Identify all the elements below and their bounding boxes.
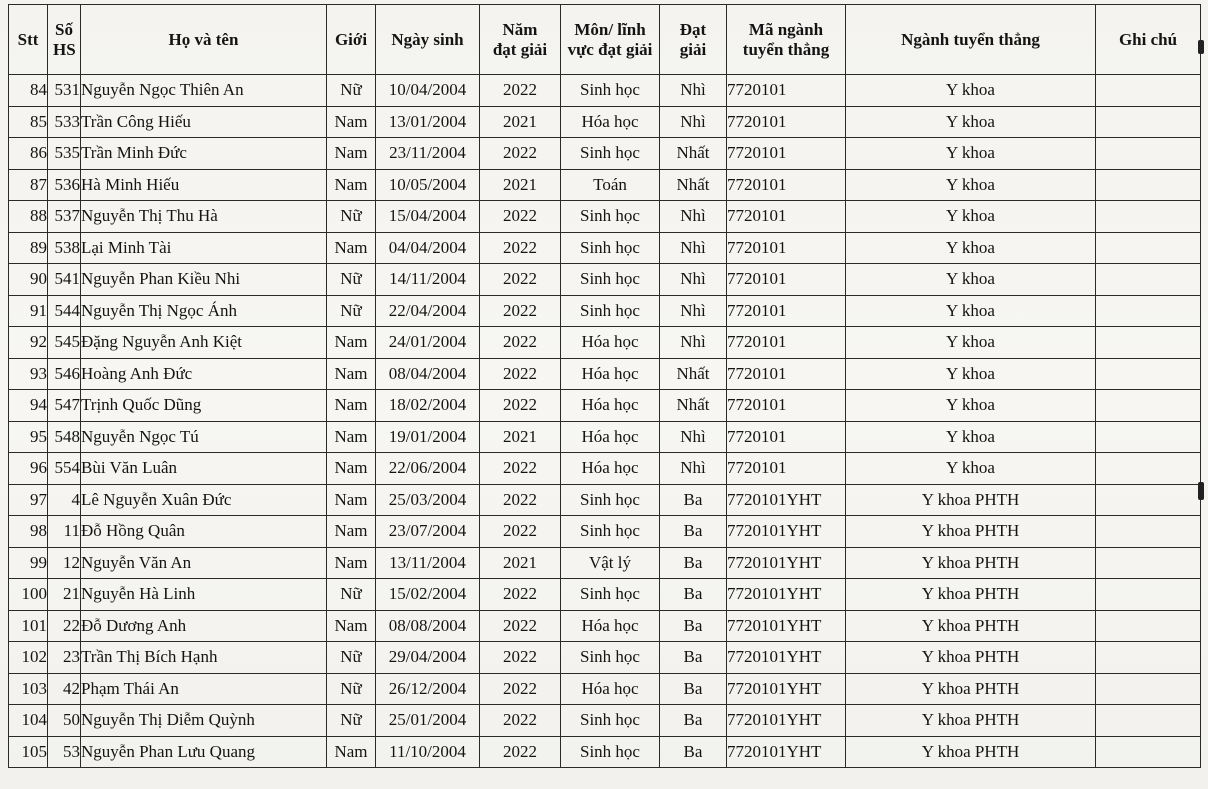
cell-name: Trần Thị Bích Hạnh (81, 642, 327, 674)
cell-award: Nhì (660, 327, 727, 359)
table-row (9, 106, 1201, 138)
header-ho-ten: Họ và tên (81, 5, 327, 75)
table-row (9, 138, 1201, 170)
cell-so-hs: 533 (48, 106, 81, 138)
cell-so-hs: 546 (48, 358, 81, 390)
cell-dob: 18/02/2004 (376, 390, 480, 422)
cell-note (1096, 390, 1201, 422)
cell-dob: 15/02/2004 (376, 579, 480, 611)
cell-year: 2022 (480, 610, 561, 642)
cell-note (1096, 484, 1201, 516)
table-body (9, 75, 1201, 768)
cell-so-hs: 535 (48, 138, 81, 170)
cell-gender: Nam (327, 610, 376, 642)
cell-dob: 08/08/2004 (376, 610, 480, 642)
table-row (9, 705, 1201, 737)
cell-year: 2022 (480, 358, 561, 390)
cell-code: 7720101YHT (727, 705, 846, 737)
cell-code: 7720101 (727, 169, 846, 201)
cell-subject: Sinh học (561, 579, 660, 611)
cell-stt: 93 (9, 358, 48, 390)
cell-note (1096, 736, 1201, 768)
cell-name: Trịnh Quốc Dũng (81, 390, 327, 422)
cell-note (1096, 201, 1201, 233)
cell-gender: Nam (327, 169, 376, 201)
cell-gender: Nữ (327, 579, 376, 611)
cell-code: 7720101 (727, 106, 846, 138)
cell-gender: Nữ (327, 642, 376, 674)
cell-subject: Vật lý (561, 547, 660, 579)
cell-note (1096, 642, 1201, 674)
cell-stt: 87 (9, 169, 48, 201)
cell-note (1096, 579, 1201, 611)
cell-year: 2021 (480, 106, 561, 138)
cell-so-hs: 544 (48, 295, 81, 327)
cell-gender: Nam (327, 327, 376, 359)
cell-note (1096, 138, 1201, 170)
header-ngay-sinh: Ngày sinh (376, 5, 480, 75)
cell-code: 7720101YHT (727, 516, 846, 548)
cell-gender: Nữ (327, 705, 376, 737)
cell-dob: 22/04/2004 (376, 295, 480, 327)
cell-gender: Nữ (327, 75, 376, 107)
cell-dob: 25/01/2004 (376, 705, 480, 737)
cell-note (1096, 610, 1201, 642)
cell-stt: 99 (9, 547, 48, 579)
cell-code: 7720101 (727, 75, 846, 107)
cell-major: Y khoa (846, 232, 1096, 264)
table-row (9, 421, 1201, 453)
cell-so-hs: 547 (48, 390, 81, 422)
cell-year: 2021 (480, 169, 561, 201)
cell-stt: 90 (9, 264, 48, 296)
cell-year: 2022 (480, 516, 561, 548)
cell-year: 2022 (480, 453, 561, 485)
cell-stt: 105 (9, 736, 48, 768)
cell-subject: Sinh học (561, 642, 660, 674)
cell-subject: Toán (561, 169, 660, 201)
cell-name: Nguyễn Văn An (81, 547, 327, 579)
cell-gender: Nam (327, 138, 376, 170)
cell-dob: 10/04/2004 (376, 75, 480, 107)
cell-stt: 91 (9, 295, 48, 327)
cell-code: 7720101YHT (727, 642, 846, 674)
cell-major: Y khoa (846, 75, 1096, 107)
cell-name: Hoàng Anh Đức (81, 358, 327, 390)
cell-dob: 25/03/2004 (376, 484, 480, 516)
cell-name: Đỗ Hồng Quân (81, 516, 327, 548)
cell-subject: Sinh học (561, 295, 660, 327)
table-row (9, 201, 1201, 233)
cell-name: Đặng Nguyễn Anh Kiệt (81, 327, 327, 359)
cell-subject: Sinh học (561, 232, 660, 264)
cell-major: Y khoa (846, 106, 1096, 138)
cell-dob: 26/12/2004 (376, 673, 480, 705)
cell-gender: Nữ (327, 673, 376, 705)
header-gioi: Giới (327, 5, 376, 75)
table-row (9, 232, 1201, 264)
cell-subject: Hóa học (561, 673, 660, 705)
cell-gender: Nữ (327, 295, 376, 327)
cell-award: Nhất (660, 358, 727, 390)
cell-dob: 08/04/2004 (376, 358, 480, 390)
table-row (9, 390, 1201, 422)
cell-stt: 100 (9, 579, 48, 611)
cell-dob: 29/04/2004 (376, 642, 480, 674)
cell-major: Y khoa PHTH (846, 705, 1096, 737)
table-row (9, 642, 1201, 674)
cell-stt: 98 (9, 516, 48, 548)
cell-name: Lại Minh Tài (81, 232, 327, 264)
cell-gender: Nam (327, 484, 376, 516)
cell-code: 7720101YHT (727, 547, 846, 579)
cell-code: 7720101 (727, 358, 846, 390)
cell-award: Ba (660, 736, 727, 768)
cell-code: 7720101 (727, 295, 846, 327)
header-nganh: Ngành tuyển thẳng (846, 5, 1096, 75)
cell-stt: 92 (9, 327, 48, 359)
cell-subject: Hóa học (561, 106, 660, 138)
cell-major: Y khoa (846, 327, 1096, 359)
cell-name: Bùi Văn Luân (81, 453, 327, 485)
cell-major: Y khoa PHTH (846, 673, 1096, 705)
cell-dob: 13/01/2004 (376, 106, 480, 138)
cell-name: Nguyễn Thị Thu Hà (81, 201, 327, 233)
cell-name: Phạm Thái An (81, 673, 327, 705)
cell-major: Y khoa PHTH (846, 547, 1096, 579)
cell-code: 7720101 (727, 421, 846, 453)
cell-year: 2022 (480, 138, 561, 170)
cell-dob: 19/01/2004 (376, 421, 480, 453)
cell-major: Y khoa (846, 169, 1096, 201)
cell-major: Y khoa (846, 264, 1096, 296)
cell-note (1096, 169, 1201, 201)
cell-award: Nhất (660, 390, 727, 422)
cell-code: 7720101 (727, 138, 846, 170)
cell-award: Ba (660, 516, 727, 548)
cell-code: 7720101YHT (727, 610, 846, 642)
cell-subject: Sinh học (561, 484, 660, 516)
cell-dob: 24/01/2004 (376, 327, 480, 359)
cell-name: Đỗ Dương Anh (81, 610, 327, 642)
table-row (9, 547, 1201, 579)
cell-stt: 86 (9, 138, 48, 170)
cell-name: Nguyễn Hà Linh (81, 579, 327, 611)
cell-note (1096, 547, 1201, 579)
cell-year: 2022 (480, 484, 561, 516)
header-dat-giai: Đạt giải (660, 5, 727, 75)
cell-subject: Sinh học (561, 705, 660, 737)
cell-stt: 96 (9, 453, 48, 485)
cell-dob: 23/11/2004 (376, 138, 480, 170)
cell-code: 7720101 (727, 327, 846, 359)
table-row (9, 169, 1201, 201)
cell-subject: Hóa học (561, 421, 660, 453)
cell-award: Nhì (660, 295, 727, 327)
cell-code: 7720101 (727, 453, 846, 485)
cell-note (1096, 295, 1201, 327)
cell-award: Ba (660, 673, 727, 705)
cell-so-hs: 4 (48, 484, 81, 516)
table-row (9, 484, 1201, 516)
cell-award: Nhì (660, 421, 727, 453)
cell-award: Nhất (660, 138, 727, 170)
cell-code: 7720101 (727, 201, 846, 233)
cell-award: Ba (660, 547, 727, 579)
cell-name: Lê Nguyễn Xuân Đức (81, 484, 327, 516)
cell-subject: Hóa học (561, 390, 660, 422)
table-row (9, 453, 1201, 485)
cell-award: Nhì (660, 264, 727, 296)
cell-major: Y khoa (846, 453, 1096, 485)
table-row (9, 610, 1201, 642)
cell-gender: Nam (327, 736, 376, 768)
cell-code: 7720101YHT (727, 579, 846, 611)
cell-stt: 94 (9, 390, 48, 422)
cell-so-hs: 21 (48, 579, 81, 611)
cell-subject: Sinh học (561, 516, 660, 548)
cell-award: Ba (660, 705, 727, 737)
cell-major: Y khoa PHTH (846, 642, 1096, 674)
cell-note (1096, 264, 1201, 296)
cell-stt: 101 (9, 610, 48, 642)
cell-major: Y khoa (846, 358, 1096, 390)
cell-gender: Nam (327, 390, 376, 422)
table-row (9, 579, 1201, 611)
cell-note (1096, 106, 1201, 138)
cell-subject: Hóa học (561, 327, 660, 359)
cell-code: 7720101 (727, 264, 846, 296)
cell-award: Nhất (660, 169, 727, 201)
cell-name: Trần Công Hiếu (81, 106, 327, 138)
cell-gender: Nam (327, 106, 376, 138)
cell-so-hs: 531 (48, 75, 81, 107)
cell-subject: Sinh học (561, 264, 660, 296)
table-row (9, 264, 1201, 296)
cell-stt: 88 (9, 201, 48, 233)
cell-gender: Nam (327, 232, 376, 264)
header-ghi-chu: Ghi chú (1096, 5, 1201, 75)
cell-year: 2021 (480, 421, 561, 453)
cell-name: Hà Minh Hiếu (81, 169, 327, 201)
admission-table (8, 4, 1201, 768)
cell-year: 2022 (480, 232, 561, 264)
cell-subject: Hóa học (561, 358, 660, 390)
cell-dob: 04/04/2004 (376, 232, 480, 264)
cell-subject: Sinh học (561, 138, 660, 170)
cell-note (1096, 453, 1201, 485)
cell-name: Nguyễn Thị Diễm Quỳnh (81, 705, 327, 737)
cell-name: Nguyễn Thị Ngọc Ánh (81, 295, 327, 327)
cell-year: 2022 (480, 201, 561, 233)
cell-year: 2022 (480, 736, 561, 768)
cell-year: 2022 (480, 579, 561, 611)
cell-year: 2022 (480, 264, 561, 296)
table-row (9, 358, 1201, 390)
cell-subject: Sinh học (561, 201, 660, 233)
cell-dob: 23/07/2004 (376, 516, 480, 548)
cell-dob: 14/11/2004 (376, 264, 480, 296)
cell-note (1096, 516, 1201, 548)
cell-so-hs: 42 (48, 673, 81, 705)
cell-year: 2022 (480, 327, 561, 359)
cell-major: Y khoa (846, 421, 1096, 453)
cell-major: Y khoa (846, 295, 1096, 327)
cell-subject: Sinh học (561, 736, 660, 768)
cell-stt: 95 (9, 421, 48, 453)
cell-code: 7720101YHT (727, 673, 846, 705)
cell-stt: 103 (9, 673, 48, 705)
cell-note (1096, 327, 1201, 359)
cell-so-hs: 23 (48, 642, 81, 674)
scan-mark (1198, 40, 1204, 54)
cell-stt: 89 (9, 232, 48, 264)
cell-name: Nguyễn Ngọc Thiên An (81, 75, 327, 107)
table-row (9, 516, 1201, 548)
header-ma-nganh: Mã ngành tuyển thẳng (727, 5, 846, 75)
cell-so-hs: 538 (48, 232, 81, 264)
cell-year: 2021 (480, 547, 561, 579)
header-nam-dat-giai: Năm đạt giải (480, 5, 561, 75)
scan-mark (1198, 482, 1204, 500)
cell-dob: 22/06/2004 (376, 453, 480, 485)
cell-so-hs: 12 (48, 547, 81, 579)
cell-so-hs: 11 (48, 516, 81, 548)
cell-stt: 104 (9, 705, 48, 737)
cell-year: 2022 (480, 295, 561, 327)
cell-gender: Nam (327, 453, 376, 485)
cell-major: Y khoa PHTH (846, 516, 1096, 548)
cell-code: 7720101 (727, 232, 846, 264)
cell-gender: Nam (327, 516, 376, 548)
cell-award: Nhì (660, 453, 727, 485)
cell-year: 2022 (480, 642, 561, 674)
cell-so-hs: 537 (48, 201, 81, 233)
cell-name: Nguyễn Phan Kiều Nhi (81, 264, 327, 296)
cell-gender: Nam (327, 547, 376, 579)
cell-stt: 97 (9, 484, 48, 516)
table-row (9, 75, 1201, 107)
cell-code: 7720101 (727, 390, 846, 422)
table-row (9, 327, 1201, 359)
cell-year: 2022 (480, 705, 561, 737)
cell-so-hs: 541 (48, 264, 81, 296)
cell-dob: 11/10/2004 (376, 736, 480, 768)
table-row (9, 736, 1201, 768)
table-row (9, 673, 1201, 705)
cell-code: 7720101YHT (727, 484, 846, 516)
header-mon-linh-vuc: Môn/ lĩnh vực đạt giải (561, 5, 660, 75)
cell-note (1096, 421, 1201, 453)
cell-gender: Nam (327, 358, 376, 390)
cell-so-hs: 548 (48, 421, 81, 453)
cell-so-hs: 545 (48, 327, 81, 359)
cell-name: Nguyễn Ngọc Tú (81, 421, 327, 453)
cell-so-hs: 554 (48, 453, 81, 485)
cell-note (1096, 673, 1201, 705)
cell-so-hs: 536 (48, 169, 81, 201)
cell-major: Y khoa (846, 138, 1096, 170)
cell-subject: Hóa học (561, 610, 660, 642)
cell-dob: 13/11/2004 (376, 547, 480, 579)
cell-award: Ba (660, 610, 727, 642)
cell-award: Nhì (660, 75, 727, 107)
cell-name: Trần Minh Đức (81, 138, 327, 170)
cell-award: Nhì (660, 201, 727, 233)
cell-note (1096, 705, 1201, 737)
cell-year: 2022 (480, 390, 561, 422)
cell-subject: Sinh học (561, 75, 660, 107)
cell-award: Ba (660, 642, 727, 674)
cell-subject: Hóa học (561, 453, 660, 485)
cell-stt: 102 (9, 642, 48, 674)
cell-award: Nhì (660, 232, 727, 264)
cell-so-hs: 22 (48, 610, 81, 642)
cell-award: Ba (660, 579, 727, 611)
cell-gender: Nữ (327, 201, 376, 233)
cell-note (1096, 358, 1201, 390)
cell-note (1096, 75, 1201, 107)
cell-major: Y khoa (846, 201, 1096, 233)
cell-major: Y khoa (846, 390, 1096, 422)
header-stt: Stt (9, 5, 48, 75)
header-row (9, 5, 1201, 75)
cell-note (1096, 232, 1201, 264)
cell-gender: Nữ (327, 264, 376, 296)
cell-so-hs: 50 (48, 705, 81, 737)
table-row (9, 295, 1201, 327)
cell-stt: 85 (9, 106, 48, 138)
cell-name: Nguyễn Phan Lưu Quang (81, 736, 327, 768)
cell-award: Ba (660, 484, 727, 516)
cell-award: Nhì (660, 106, 727, 138)
cell-dob: 15/04/2004 (376, 201, 480, 233)
cell-dob: 10/05/2004 (376, 169, 480, 201)
cell-year: 2022 (480, 673, 561, 705)
cell-major: Y khoa PHTH (846, 484, 1096, 516)
cell-major: Y khoa PHTH (846, 610, 1096, 642)
cell-major: Y khoa PHTH (846, 736, 1096, 768)
cell-code: 7720101YHT (727, 736, 846, 768)
header-so-hs: Số HS (48, 5, 81, 75)
cell-major: Y khoa PHTH (846, 579, 1096, 611)
cell-year: 2022 (480, 75, 561, 107)
cell-gender: Nam (327, 421, 376, 453)
cell-stt: 84 (9, 75, 48, 107)
cell-so-hs: 53 (48, 736, 81, 768)
